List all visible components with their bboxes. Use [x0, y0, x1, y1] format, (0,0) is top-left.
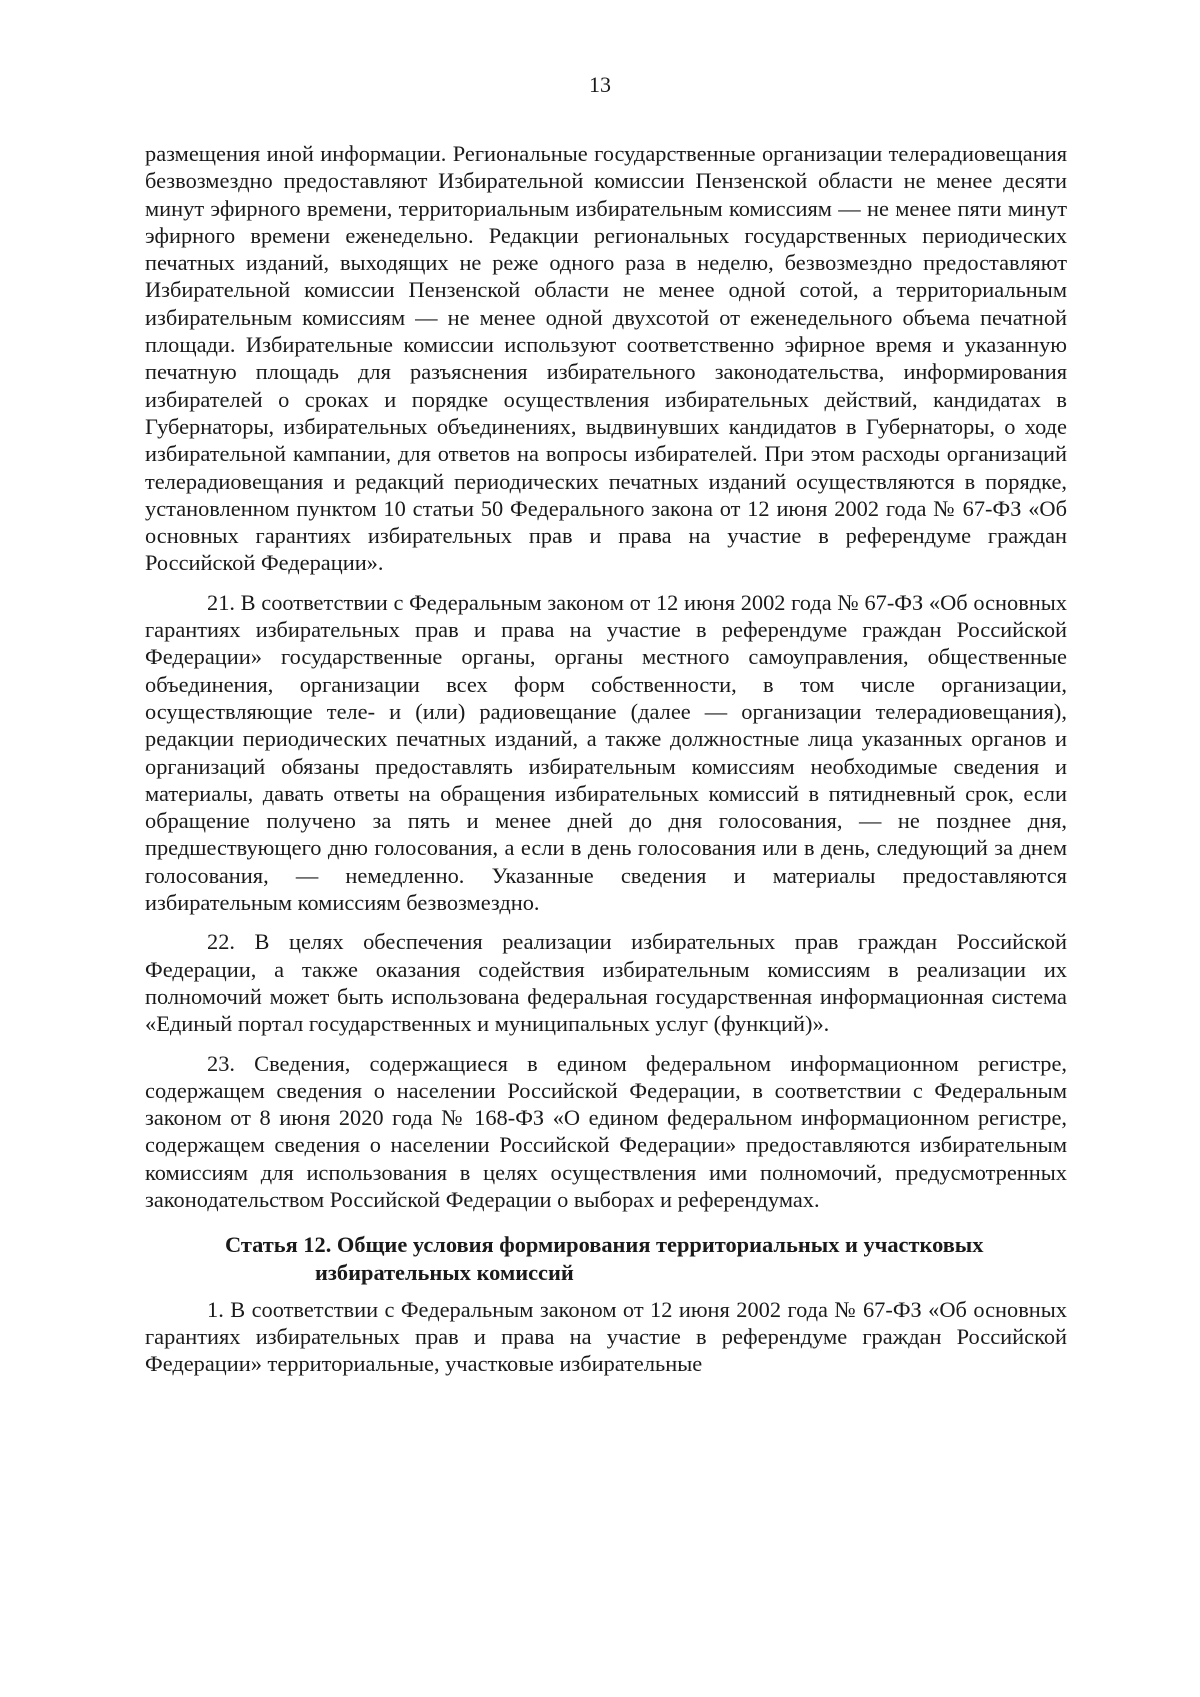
- paragraph-21: 21. В соответствии с Федеральным законом от 12 июня 2002 года № 67-ФЗ «Об основных гарантиях избирательных прав и права на участие в референдуме граждан Российской Федерации» государственные органы, органы местного самоуправления, общественные объединения, организации всех форм собственности, в том числе организации, осуществляющие теле- и (или) радиовещание (далее — организации телерадиовещания), редакции периодических печатных изданий, а также должностные лица указанных органов и организаций обязаны предоставлять избирательным комиссиям необходимые сведения и материалы, давать ответы на обращения избирательных комиссий в пятидневный срок, если обращение получено за пять и менее дней до дня голосования, — не позднее дня, предшествующего дню голосования, а если в день голосования или в день, следующий за днем голосования, — немедленно. Указанные сведения и материалы предоставляются избирательным комиссиям безвозмездно.: [145, 589, 1067, 916]
- paragraph-22: 22. В целях обеспечения реализации избирательных прав граждан Российской Федерации, а также оказания содействия избирательным комиссиям в реализации их полномочий может быть использована федеральная государственная информационная система «Единый портал государственных и муниципальных услуг (функций)».: [145, 929, 1067, 1037]
- article-12-heading: [145, 1231, 1067, 1286]
- page-number: 13: [589, 72, 611, 97]
- article-12-paragraph-1: 1. В соответствии с Федеральным законом от 12 июня 2002 года № 67-ФЗ «Об основных гарантиях избирательных прав и права на участие в референдуме граждан Российской Федерации» территориальные, участковые избирательные: [145, 1296, 1067, 1377]
- paragraph-continued: размещения иной информации. Региональные государственные организации телерадиовещания безвозмездно предоставляют Избирательной комиссии Пензенской области не менее десяти минут эфирного времени, территориальным избирательным комиссиям — не менее пяти минут эфирного времени еженедельно. Редакции региональных государственных периодических печатных изданий, выходящих не реже одного раза в неделю, безвозмездно предоставляют Избирательной комиссии Пензенской области не менее одной сотой, а территориальным избирательным комиссиям — не менее одной двухсотой от еженедельного объема печатной площади. Избирательные комиссии используют соответственно эфирное время и указанную печатную площадь для разъяснения избирательного законодательства, информирования избирателей о сроках и порядке осуществления избирательных действий, кандидатах в Губернаторы, избирательных объединениях, выдвинувших кандидатов в Губернаторы, о ходе избирательной кампании, для ответов на вопросы избирателей. При этом расходы организаций телерадиовещания и редакций периодических печатных изданий осуществляются в порядке, установленном пунктом 10 статьи 50 Федерального закона от 12 июня 2002 года № 67-ФЗ «Об основных гарантиях избирательных прав и права на участие в референдуме граждан Российской Федерации».: [145, 141, 1067, 576]
- article-12-heading-line-2: избирательных комиссий: [315, 1259, 574, 1285]
- document-body: [145, 140, 1067, 1378]
- paragraph-23: 23. Сведения, содержащиеся в едином федеральном информационном регистре, содержащем сведения о населении Российской Федерации, в соответствии с Федеральным законом от 8 июня 2020 года № 168-ФЗ «О едином федеральном информационном регистре, содержащем сведения о населении Российской Федерации» предоставляются избирательным комиссиям для использования в целях осуществления ими полномочий, предусмотренных законодательством Российской Федерации о выборах и референдумах.: [145, 1050, 1067, 1212]
- article-12-heading-line-1: Статья 12. Общие условия формирования территориальных и участковых: [225, 1232, 984, 1258]
